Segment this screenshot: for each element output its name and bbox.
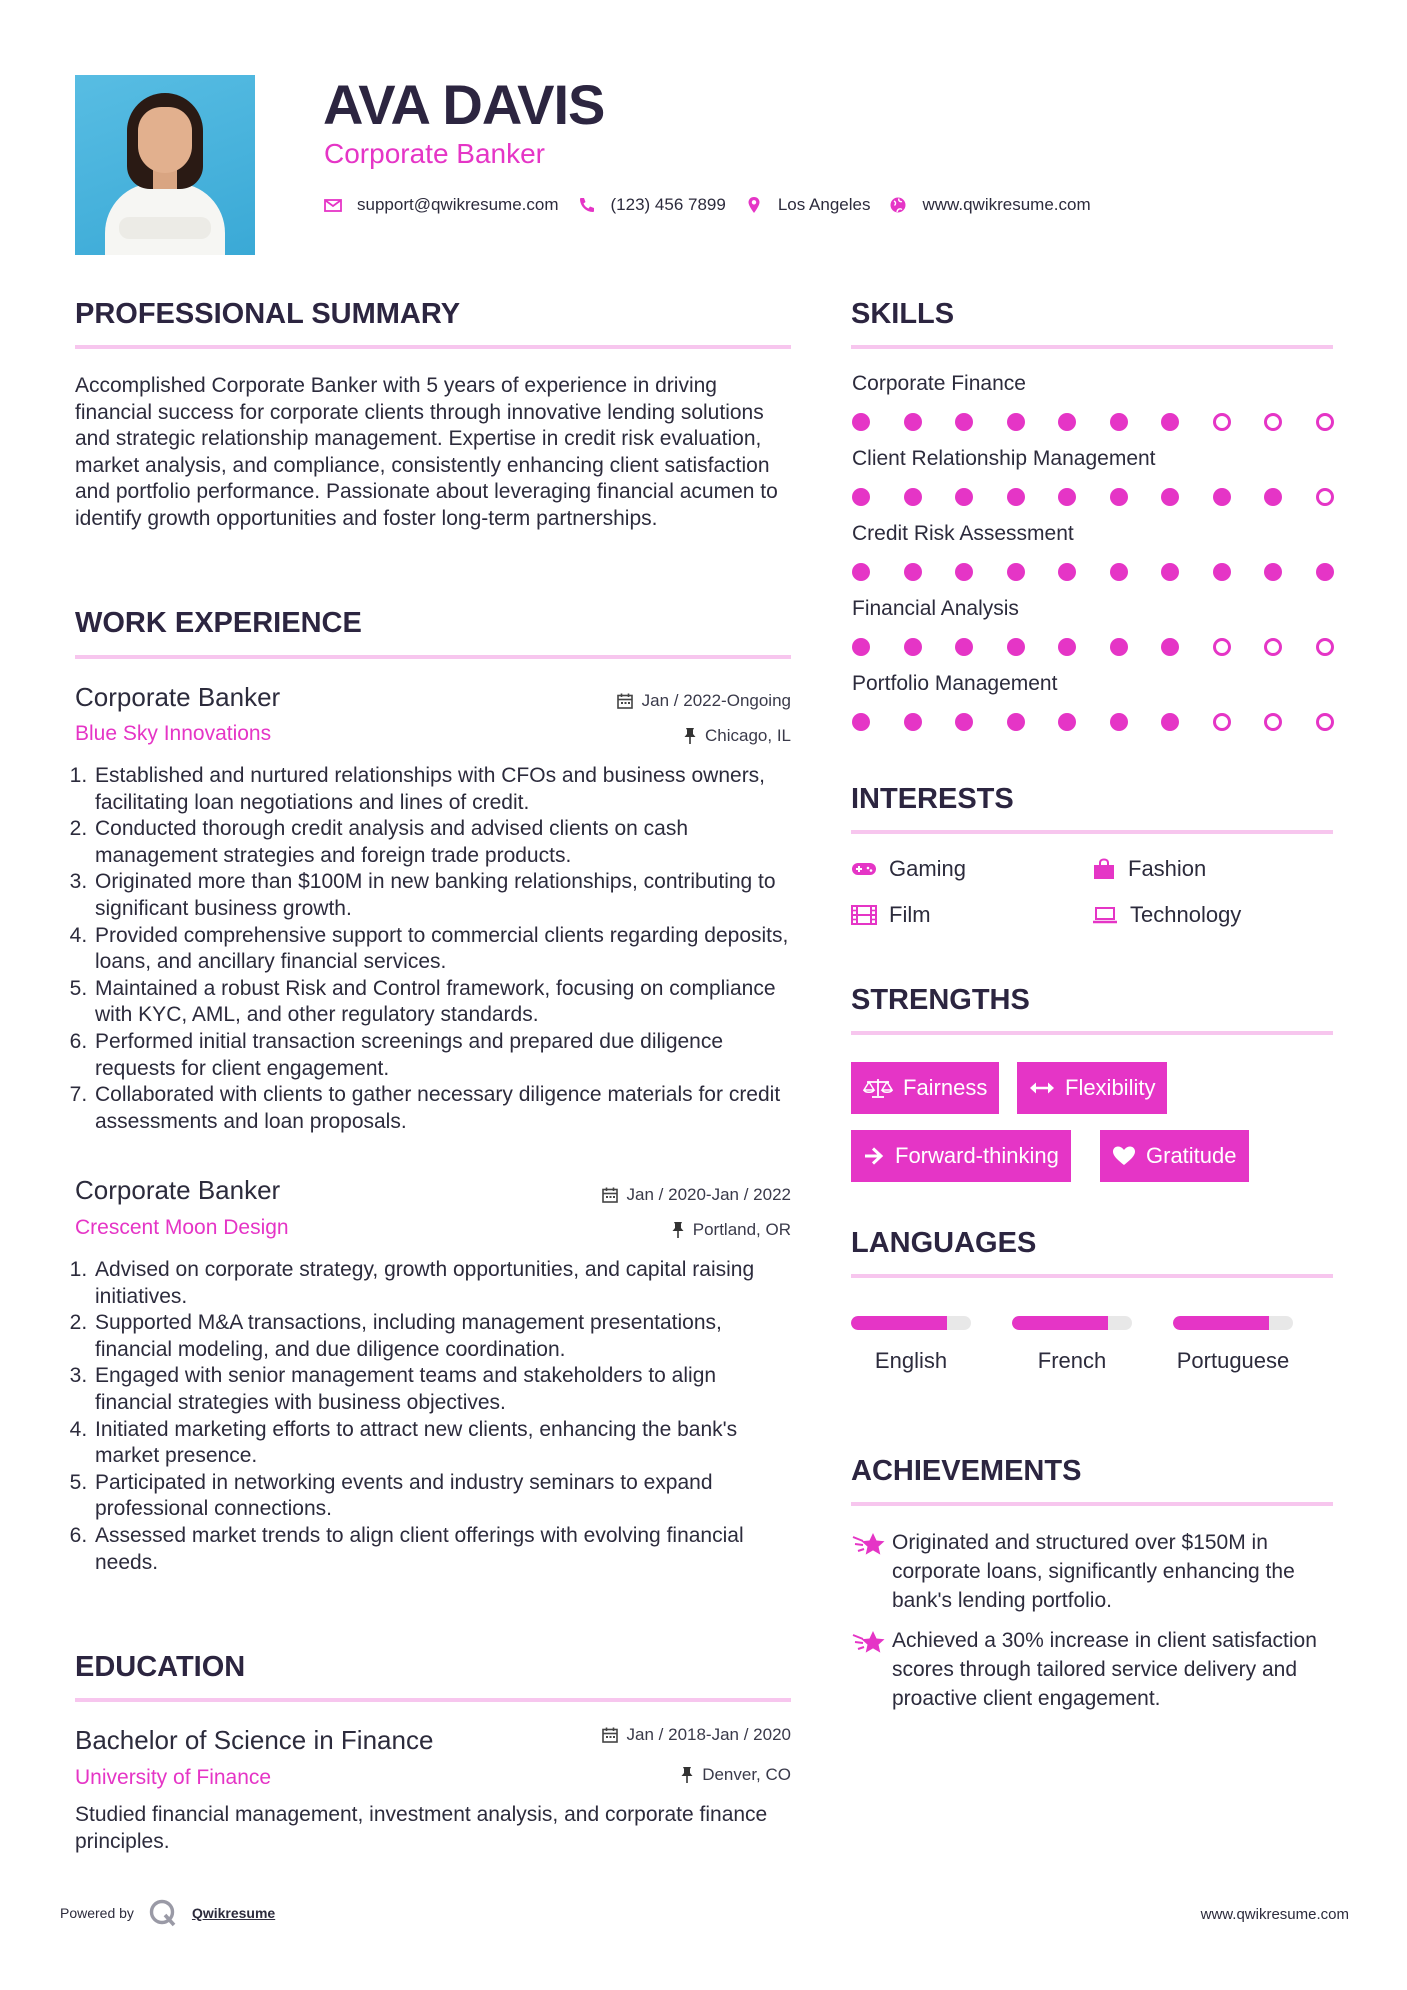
heart-icon [1112,1145,1136,1167]
languages-divider [851,1274,1333,1278]
rating-dot-filled [1264,563,1282,581]
job-location-text: Chicago, IL [705,726,791,745]
calendar-icon [601,1726,619,1744]
achievements-divider [851,1502,1333,1506]
education-dates-text: Jan / 2018-Jan / 2020 [626,1725,791,1744]
skill-name: Corporate Finance [852,372,1026,395]
skill-rating [852,637,1332,657]
language-portuguese [1173,1316,1295,1375]
rating-dot-filled [1213,563,1231,581]
strengths-heading: STRENGTHS [851,984,1030,1016]
duty-item: 2. Conducted thorough credit analysis and advised clients on cash management strategies and foreign trade products. [93,816,797,869]
summary-divider [75,345,791,349]
rating-dot-filled [1110,713,1128,731]
strength-tag-forward-thinking [851,1130,1071,1182]
education-divider [75,1698,791,1702]
job-company: Blue Sky Innovations [75,722,272,745]
strength-label: Forward-thinking [895,1143,1059,1168]
rating-dot-empty [1316,638,1334,656]
phone-icon [577,195,597,215]
achievement-text: Originated and structured over $150M in corporate loans, significantly enhancing the bank's lending portfolio. [892,1531,1295,1612]
strength-label: Flexibility [1065,1075,1156,1100]
summary-text: Accomplished Corporate Banker with 5 years of experience in driving financial success for corporate clients through innovative lending solutions and strategic relationship management. Expertise in credit risk evaluation, market analysis, and compliance, consistently enhancing client satisfaction and portfolio performance. Passionate about leveraging financial acumen to identify growth opportunities and foster long-term partnerships. [75,374,778,530]
contact-bar [323,193,1109,217]
duty-item: 6. Performed initial transaction screenings and prepared due diligence requests for client engagement. [93,1029,797,1082]
rating-dot-filled [904,563,922,581]
duty-item: 4. Initiated marketing efforts to attract new clients, enhancing the bank's market presence. [93,1417,797,1470]
duty-item: 5. Maintained a robust Risk and Control framework, focusing on compliance with KYC, AML, and other regulatory standards. [93,976,797,1029]
rating-dot-filled [852,488,870,506]
rating-dot-filled [1161,488,1179,506]
duty-item: 1. Established and nurtured relationships with CFOs and business owners, facilitating loan negotiations and lines of credit. [93,763,797,816]
rating-dot-empty [1264,638,1282,656]
interest-label: Gaming [889,856,967,881]
achievement-text: Achieved a 30% increase in client satisfaction scores through tailored service delivery and proactive client engagement. [892,1629,1317,1710]
contact-email[interactable] [323,195,559,215]
qwikresume-logo-icon [148,1898,178,1928]
film-icon [851,905,877,925]
skill-name: Client Relationship Management [852,447,1156,470]
rating-dot-filled [1110,488,1128,506]
rating-dot-filled [955,713,973,731]
rating-dot-filled [955,638,973,656]
duty-item: 1. Advised on corporate strategy, growth opportunities, and capital raising initiatives. [93,1257,797,1310]
interest-technology [1092,902,1241,928]
job-duties-list [75,1257,797,1576]
contact-website-text: www.qwikresume.com [922,195,1091,214]
rating-dot-filled [1110,563,1128,581]
contact-phone-text: (123) 456 7899 [610,195,726,214]
candidate-role: Corporate Banker [324,138,546,169]
education-heading: EDUCATION [75,1651,246,1683]
experience-divider [75,655,791,659]
education-location [680,1765,791,1785]
language-english [851,1316,973,1375]
achievement-item [852,1626,1332,1713]
rating-dot-empty [1316,413,1334,431]
achievement-item [852,1528,1332,1615]
rating-dot-empty [1213,413,1231,431]
job-dates-text: Jan / 2020-Jan / 2022 [626,1185,791,1204]
skill-name: Portfolio Management [852,672,1058,695]
rating-dot-filled [1161,638,1179,656]
job-dates [601,1185,791,1205]
language-level-fill [851,1316,947,1330]
skill-rating [852,412,1332,432]
language-name: Portuguese [1176,1348,1290,1373]
rating-dot-filled [1007,488,1025,506]
language-level-bar [1173,1316,1293,1330]
rating-dot-filled [1058,413,1076,431]
contact-email-text: support@qwikresume.com [357,195,559,214]
profile-photo [75,75,255,255]
duty-item: 6. Assessed market trends to align client offerings with evolving financial needs. [93,1523,797,1576]
interest-gaming [851,856,966,882]
rating-dot-empty [1264,713,1282,731]
pushpin-icon [683,727,697,745]
rating-dot-filled [852,638,870,656]
job-title: Corporate Banker [75,682,281,712]
language-level-fill [1012,1316,1108,1330]
duty-item: 3. Originated more than $100M in new banking relationships, contributing to significant business growth. [93,869,797,922]
balance-scale-icon [863,1077,893,1099]
contact-location-text: Los Angeles [777,195,871,214]
achievements-heading: ACHIEVEMENTS [851,1455,1082,1487]
duty-item: 7. Collaborated with clients to gather necessary diligence materials for credit assessments and loan proposals. [93,1082,797,1135]
education-dates [601,1725,791,1745]
strength-tag-fairness [851,1062,999,1114]
strength-tag-flexibility [1017,1062,1167,1114]
rating-dot-filled [1161,563,1179,581]
rating-dot-filled [1058,563,1076,581]
rating-dot-filled [1316,563,1334,581]
brand-link[interactable]: Qwikresume [191,1905,276,1921]
language-level-bar [851,1316,971,1330]
rating-dot-empty [1264,413,1282,431]
duty-item: 5. Participated in networking events and industry seminars to expand professional connections. [93,1470,797,1523]
shooting-star-icon [852,1629,886,1657]
arrows-horizontal-icon [1029,1079,1055,1097]
education-location-text: Denver, CO [702,1765,791,1784]
rating-dot-filled [1007,713,1025,731]
interest-film [851,902,931,928]
candidate-name: AVA DAVIS [323,73,605,136]
interest-label: Technology [1130,902,1242,927]
skill-name: Financial Analysis [852,597,1019,620]
rating-dot-filled [904,638,922,656]
laptop-icon [1092,905,1118,925]
rating-dot-filled [955,563,973,581]
skills-divider [851,345,1333,349]
language-level-fill [1173,1316,1269,1330]
rating-dot-filled [955,488,973,506]
education-degree: Bachelor of Science in Finance [75,1725,434,1755]
rating-dot-filled [852,563,870,581]
job-dates-text: Jan / 2022-Ongoing [641,691,791,710]
language-name: French [1037,1348,1107,1373]
rating-dot-filled [1161,713,1179,731]
map-pin-icon [744,195,764,215]
footer-website[interactable]: www.qwikresume.com [1200,1906,1349,1923]
rating-dot-filled [852,713,870,731]
rating-dot-empty [1316,488,1334,506]
rating-dot-filled [1058,488,1076,506]
rating-dot-filled [904,713,922,731]
rating-dot-filled [955,413,973,431]
gamepad-icon [851,860,877,878]
shooting-star-icon [852,1531,886,1559]
contact-phone[interactable] [577,195,726,215]
rating-dot-filled [1110,413,1128,431]
rating-dot-filled [1058,638,1076,656]
interest-fashion [1092,856,1206,882]
job-location [683,726,791,746]
powered-by-text: Powered by [60,1905,134,1921]
duty-item: 3. Engaged with senior management teams and stakeholders to align financial strategies with business objectives. [93,1363,797,1416]
job-company: Crescent Moon Design [75,1216,289,1239]
skill-rating [852,487,1332,507]
strength-tag-gratitude [1100,1130,1249,1182]
job-location [671,1220,791,1240]
rating-dot-filled [1007,563,1025,581]
pushpin-icon [671,1221,685,1239]
language-name: English [874,1348,948,1373]
globe-icon [888,195,908,215]
rating-dot-filled [1007,413,1025,431]
interests-divider [851,830,1333,834]
education-description: Studied financial management, investment analysis, and corporate finance principles. [75,1803,768,1853]
duty-item: 4. Provided comprehensive support to commercial clients regarding deposits, loans, and ancillary financial services. [93,923,797,976]
duty-item: 2. Supported M&A transactions, including management presentations, financial modeling, and due diligence coordination. [93,1310,797,1363]
job-duties-list [75,763,797,1135]
rating-dot-filled [1007,638,1025,656]
rating-dot-filled [1161,413,1179,431]
envelope-icon [323,195,343,215]
arrow-right-icon [863,1146,885,1166]
footer-powered-by [60,1898,275,1928]
calendar-icon [601,1186,619,1204]
skill-rating [852,712,1332,732]
calendar-icon [616,692,634,710]
languages-heading: LANGUAGES [851,1227,1037,1259]
rating-dot-filled [1110,638,1128,656]
interests-heading: INTERESTS [851,783,1014,815]
job-title: Corporate Banker [75,1175,281,1205]
job-dates [616,691,791,711]
contact-location [744,195,871,215]
interest-label: Fashion [1128,856,1207,881]
experience-heading: WORK EXPERIENCE [75,607,362,639]
rating-dot-filled [1264,488,1282,506]
rating-dot-filled [1058,713,1076,731]
education-school: University of Finance [75,1766,272,1789]
job-location-text: Portland, OR [692,1220,791,1239]
rating-dot-filled [904,488,922,506]
skill-name: Credit Risk Assessment [852,522,1074,545]
skills-heading: SKILLS [851,298,955,330]
pushpin-icon [680,1766,694,1784]
skill-rating [852,562,1332,582]
rating-dot-filled [852,413,870,431]
interest-label: Film [889,902,931,927]
language-level-bar [1012,1316,1132,1330]
contact-website[interactable] [888,195,1090,215]
rating-dot-empty [1316,713,1334,731]
strength-label: Fairness [903,1075,988,1100]
language-french [1012,1316,1134,1375]
rating-dot-filled [904,413,922,431]
rating-dot-empty [1213,638,1231,656]
strengths-divider [851,1031,1333,1035]
shopping-bag-icon [1092,858,1116,880]
rating-dot-filled [1213,488,1231,506]
strength-label: Gratitude [1146,1143,1237,1168]
rating-dot-empty [1213,713,1231,731]
summary-heading: PROFESSIONAL SUMMARY [75,298,461,330]
